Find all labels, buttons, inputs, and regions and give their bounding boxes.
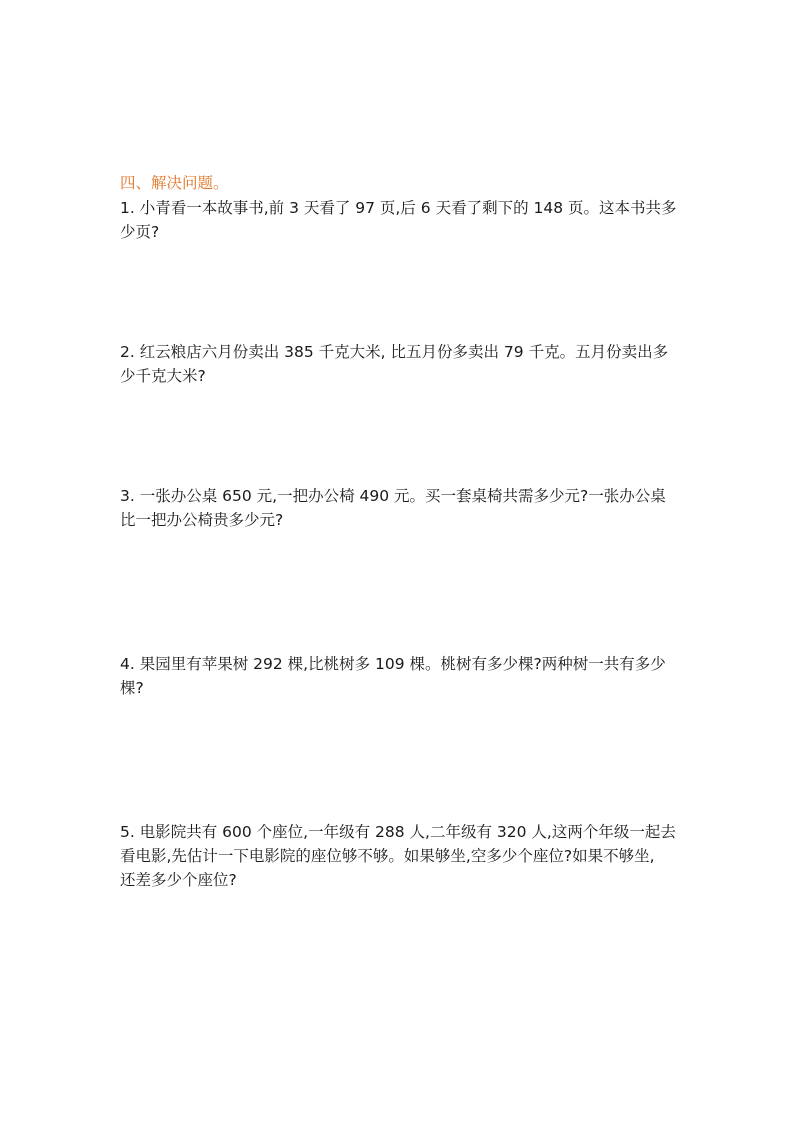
problem-3 xyxy=(120,484,680,532)
problem-line: 还差多少个座位? xyxy=(120,871,237,889)
problem-line: 棵? xyxy=(120,679,144,697)
problem-line: 少千克大米? xyxy=(120,367,206,385)
problem-line: 少页? xyxy=(120,223,160,241)
problem-line: 看电影,先估计一下电影院的座位够不够。如果够坐,空多少个座位?如果不够坐, xyxy=(120,847,655,865)
problem-4 xyxy=(120,652,680,700)
problem-1 xyxy=(120,196,680,244)
problem-2 xyxy=(120,340,680,388)
section-title: 四、解决问题。 xyxy=(120,174,229,192)
problem-line: 5. 电影院共有 600 个座位,一年级有 288 人,二年级有 320 人,这两个年级一起去 xyxy=(120,823,676,841)
problem-line: 3. 一张办公桌 650 元,一把办公椅 490 元。买一套桌椅共需多少元?一张办公桌 xyxy=(120,487,666,505)
problem-line: 2. 红云粮店六月份卖出 385 千克大米, 比五月份多卖出 79 千克。五月份卖出多 xyxy=(120,343,669,361)
problem-line: 比一把办公椅贵多少元? xyxy=(120,511,284,529)
problem-5 xyxy=(120,820,680,892)
problem-line: 4. 果园里有苹果树 292 棵,比桃树多 109 棵。桃树有多少棵?两种树一共有多少 xyxy=(120,655,666,673)
problem-line: 1. 小青看一本故事书,前 3 天看了 97 页,后 6 天看了剩下的 148 页。这本书共多 xyxy=(120,199,677,217)
